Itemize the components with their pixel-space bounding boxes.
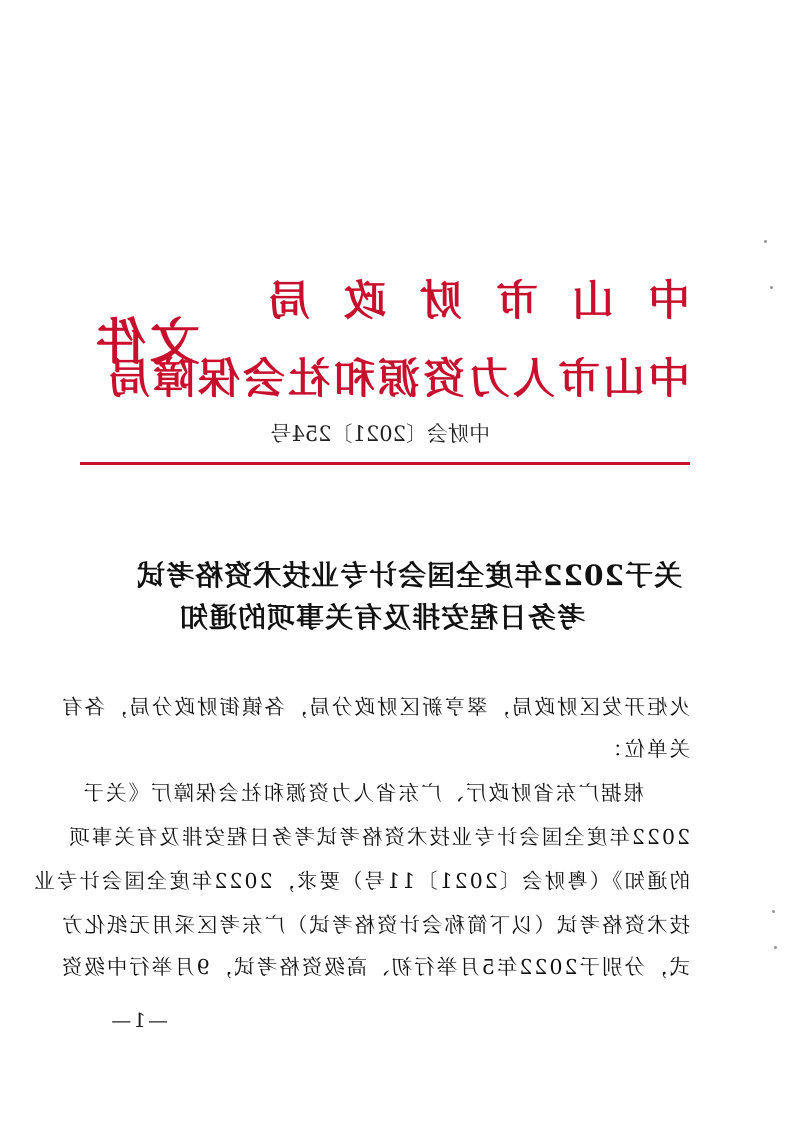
red-header-rule [80, 462, 690, 465]
addressee-line-2: 关单位： [600, 737, 690, 761]
issuer-line-1: 中山市财政局 [233, 276, 690, 325]
scan-speck [774, 946, 777, 949]
document-number: 中财会〔2021〕254号 [270, 422, 490, 446]
body-line-2: 2022年度全国会计专业技术资格考试考务日程安排及有关事项 [67, 825, 690, 849]
notice-title-line-2: 考务日程安排及有关事项的通知 [178, 601, 585, 634]
body-line-3: 的通知》（粤财会〔2021〕11号）要求，2022年度全国会计专业 [32, 869, 690, 893]
addressee-line-1: 火炬开发区财政局，翠亨新区财政分局，各镇街财政分局，各有 [60, 695, 690, 719]
body-line-4: 技术资格考试（以下简称会计资格考试）广东考区采用无纸化方 [60, 913, 690, 937]
issuer-line-2: 中山市人力资源和社会保障局 [104, 354, 690, 403]
body-line-5: 式，分别于2022年5月举行初、高级资格考试，9月举行中级资 [59, 955, 690, 979]
document-type-label: 文件 [92, 312, 200, 371]
scan-speck [764, 240, 767, 243]
page-number: —1— [109, 1008, 168, 1032]
body-line-1: 根据广东省财政厅、广东省人力资源和社会保障厅《关于 [81, 781, 644, 805]
notice-title-line-1: 关于2022年度全国会计专业技术资格考试 [136, 559, 682, 592]
scan-speck [772, 910, 775, 913]
scan-speck [770, 286, 773, 289]
